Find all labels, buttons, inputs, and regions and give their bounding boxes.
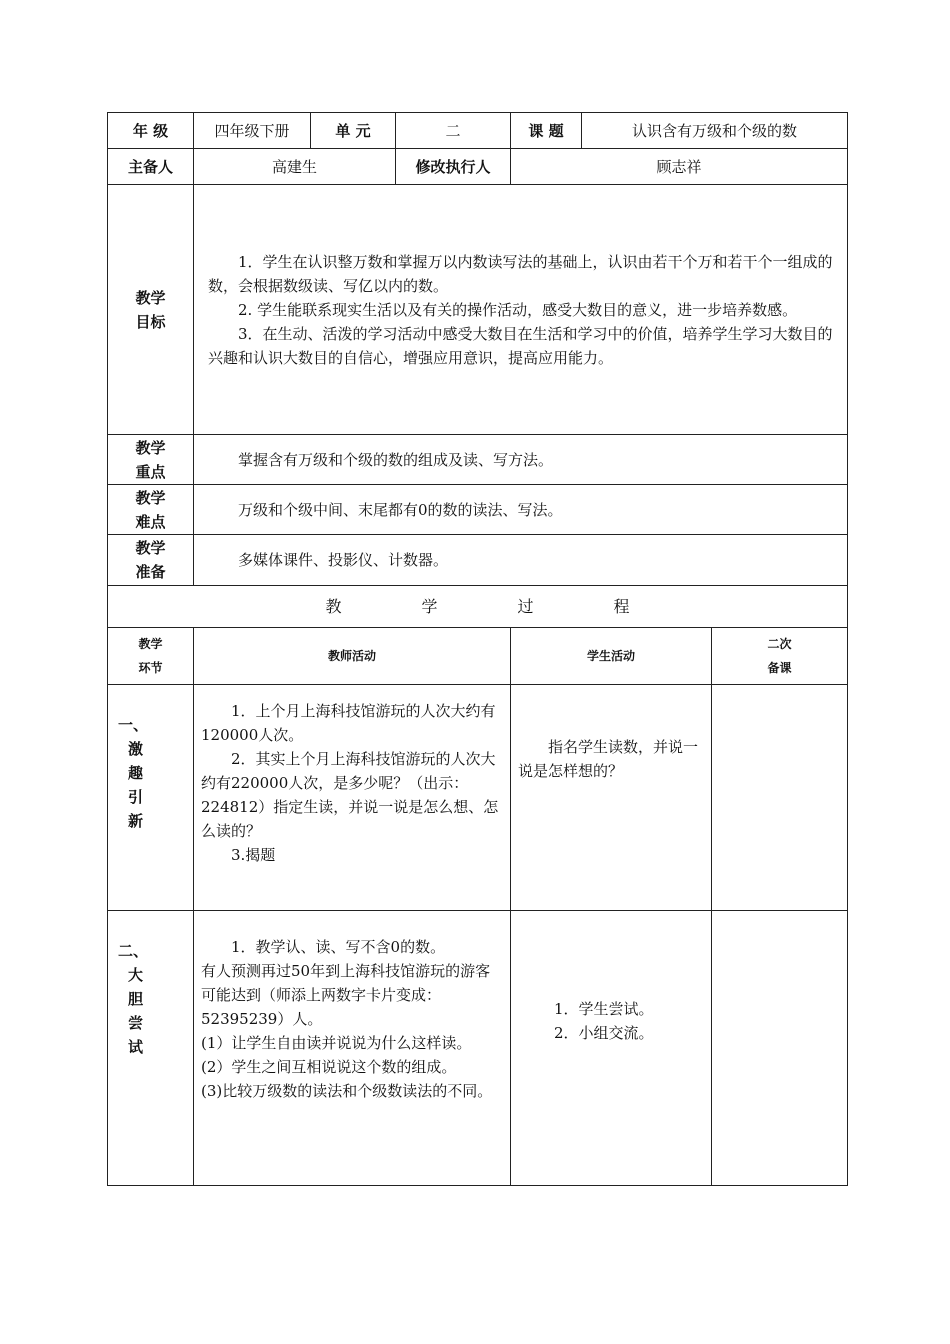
- difficulties-label: 教学 难点: [108, 485, 194, 535]
- column-teacher: 教师活动: [194, 628, 511, 685]
- lesson-plan-table: [107, 112, 848, 1186]
- topic-value: 认识含有万级和个级的数: [582, 113, 848, 149]
- header-row-1: [108, 113, 848, 149]
- section-row: [108, 911, 848, 1186]
- teacher-activity: 1．教学认、读、写不含0的数。 有人预测再过50年到上海科技馆游玩的游客可能达到（师添上两数字卡片变成：52395239）人。 (1）让学生自由读并说说为什么这样读。 (2）学生之间互相说说这个数的组成。 (3)比较万级数的读法和个级数读法的不同。: [194, 911, 511, 1186]
- preparation-row: [108, 535, 848, 586]
- unit-value: 二: [396, 113, 511, 149]
- student-activity: 指名学生读数，并说一说是怎样想的？: [511, 685, 712, 911]
- process-title-row: [108, 586, 848, 628]
- key-points-label: 教学 重点: [108, 435, 194, 485]
- key-points-row: [108, 435, 848, 485]
- goal-item: 3．在生动、活泼的学习活动中感受大数目在生活和学习中的价值，培养学生学习大数目的兴趣和认识大数目的自信心，增强应用意识，提高应用能力。: [208, 324, 833, 367]
- section-row: [108, 685, 848, 911]
- difficulties-row: [108, 485, 848, 535]
- teacher-activity: 1．上个月上海科技馆游玩的人次大约有120000人次。 2．其实上个月上海科技馆游玩的人次大约有220000人次，是多少呢？（出示：224812）指定生读，并说一说是怎么想、怎么读的？ 3.揭题: [194, 685, 511, 911]
- goals-row: [108, 185, 848, 435]
- key-points-text: 掌握含有万级和个级的数的组成及读、写方法。: [194, 435, 848, 485]
- editor-label: 修改执行人: [396, 149, 511, 185]
- preparation-text: 多媒体课件、投影仪、计数器。: [194, 535, 848, 586]
- goal-item: 1．学生在认识整万数和掌握万以内数读写法的基础上，认识由若干个万和若干个一组成的数，会根据数级读、写亿以内的数。: [208, 252, 833, 295]
- second-prep-cell: [712, 911, 848, 1186]
- preparation-label: 教学 准备: [108, 535, 194, 586]
- columns-row: [108, 628, 848, 685]
- editor-value: 顾志祥: [511, 149, 848, 185]
- preparer-value: 高建生: [194, 149, 396, 185]
- goal-item: 2. 学生能联系现实生活以及有关的操作活动，感受大数目的意义，进一步培养数感。: [238, 300, 798, 319]
- topic-label: 课 题: [511, 113, 582, 149]
- header-row-2: [108, 149, 848, 185]
- second-prep-cell: [712, 685, 848, 911]
- column-stage: 教学 环节: [108, 628, 194, 685]
- goals-label: 教学 目标: [108, 185, 194, 435]
- section-title: 一、 激 趣 引 新: [108, 685, 194, 911]
- difficulties-text: 万级和个级中间、末尾都有0的数的读法、写法。: [194, 485, 848, 535]
- goals-content: [194, 185, 848, 435]
- grade-label: 年 级: [108, 113, 194, 149]
- column-student: 学生活动: [511, 628, 712, 685]
- unit-label: 单 元: [311, 113, 396, 149]
- grade-value: 四年级下册: [194, 113, 311, 149]
- column-second-prep: 二次 备课: [712, 628, 848, 685]
- student-activity: 1．学生尝试。 2．小组交流。: [511, 911, 712, 1186]
- section-title: 二、 大 胆 尝 试: [108, 911, 194, 1186]
- preparer-label: 主备人: [108, 149, 194, 185]
- process-title: 教 学 过 程: [108, 586, 848, 628]
